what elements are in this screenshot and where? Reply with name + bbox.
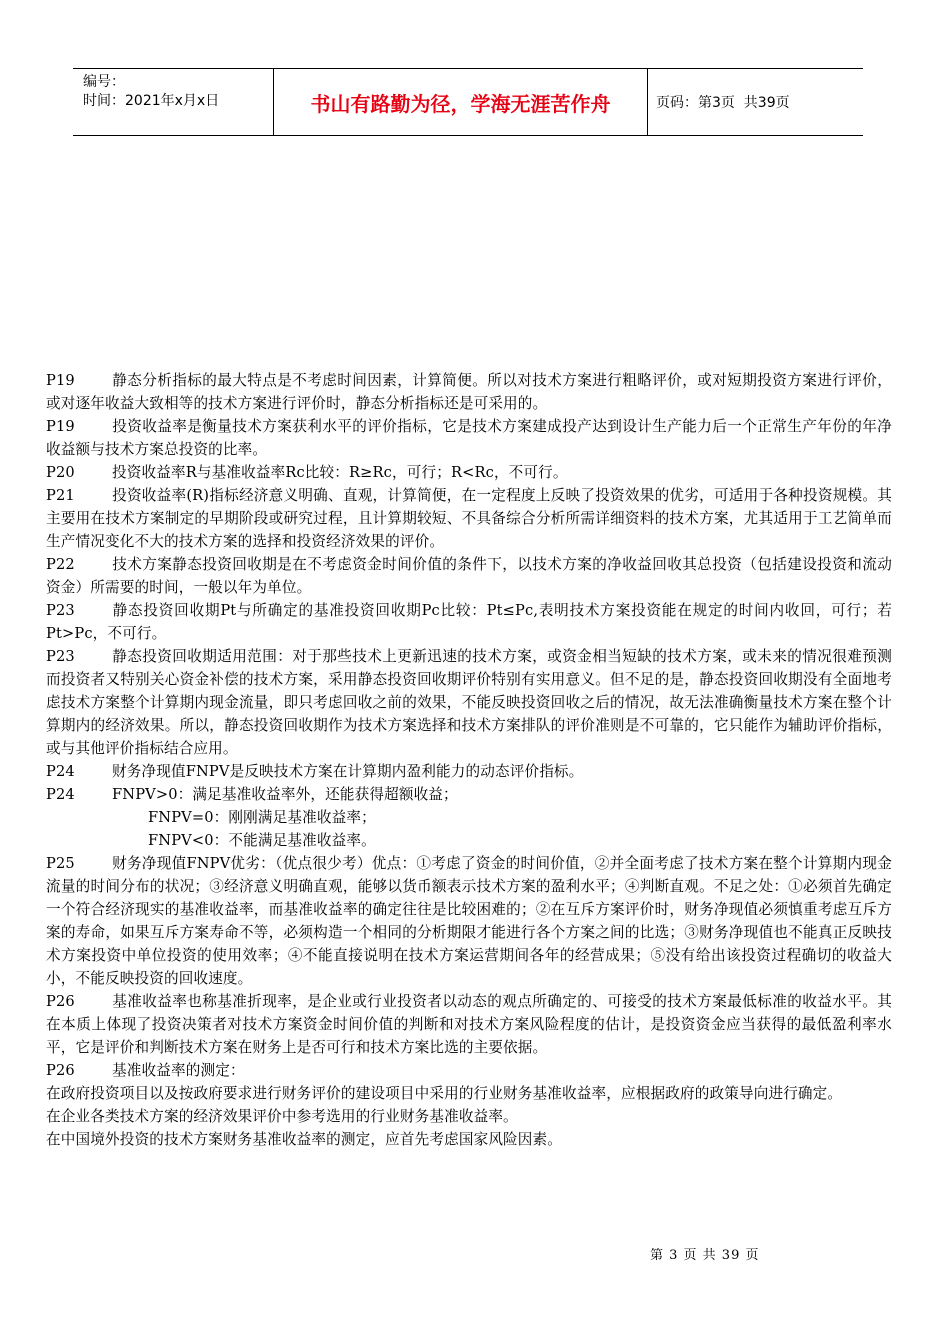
paragraph-text: 技术方案静态投资回收期是在不考虑资金时间价值的条件下，以技术方案的净收益回收其总投资（包括建设投资和流动资金）所需要的时间，一般以年为单位。 [46, 556, 892, 596]
paragraph [46, 1059, 892, 1082]
paragraph-text: 在中国境外投资的技术方案财务基准收益率的测定，应首先考虑国家风险因素。 [46, 1131, 563, 1148]
paragraph-text: 投资收益率R与基准收益率Rc比较：R≥Rc，可行；R<Rc，不可行。 [112, 464, 568, 481]
paragraph [46, 852, 892, 990]
paragraph-text: 静态投资回收期适用范围：对于那些技术上更新迅速的技术方案，或资金相当短缺的技术方案，或未来的情况很难预测而投资者又特别关心资金补偿的技术方案，采用静态投资回收期评价特别有实用意义。但不足的是，静态投资回收期没有全面地考虑技术方案整个计算期内现金流量，即只考虑回收之前的效果，不能反映投资回收之后的情况，故无法准确衡量技术方案在整个计算期内的经济效果。所以，静态投资回收期作为技术方案选择和技术方案排队的评价准则是不可靠的，它只能作为辅助评价指标，或与其他评价指标结合应用。 [46, 648, 892, 757]
paragraph-text: 基准收益率也称基准折现率，是企业或行业投资者以动态的观点所确定的、可接受的技术方案最低标准的收益水平。其在本质上体现了投资决策者对技术方案资金时间价值的判断和对技术方案风险程度的估计，是投资资金应当获得的最低盈利率水平，它是评价和判断技术方案在财务上是否可行和技术方案比选的主要依据。 [46, 993, 892, 1056]
paragraph [46, 553, 892, 599]
page-reference-tag: P24 [46, 763, 75, 780]
paragraph [46, 369, 892, 415]
page-reference-tag: P19 [46, 372, 75, 389]
paragraph [46, 1082, 892, 1105]
header-page-cell [648, 69, 863, 135]
paragraph [46, 484, 892, 553]
paragraph-text: 投资收益率是衡量技术方案获利水平的评价指标，它是技术方案建成投产达到设计生产能力后一个正常生产年份的年净收益额与技术方案总投资的比率。 [46, 418, 892, 458]
page-reference-tag: P25 [46, 855, 75, 872]
number-label: 编号： [83, 74, 125, 90]
header-table [73, 68, 863, 136]
paragraph-text: 静态分析指标的最大特点是不考虑时间因素，计算简便。所以对技术方案进行粗略评价，或对短期投资方案进行评价，或对逐年收益大致相等的技术方案进行评价时，静态分析指标还是可采用的。 [46, 372, 892, 412]
page-reference-tag: P19 [46, 418, 75, 435]
page-reference-tag: P21 [46, 487, 75, 504]
header-motto: 书山有路勤为径，学海无涯苦作舟 [274, 69, 648, 135]
paragraph [46, 783, 892, 806]
paragraph [46, 1105, 892, 1128]
paragraph-text: FNPV=0：刚刚满足基准收益率； [148, 809, 376, 826]
paragraph-text: 在政府投资项目以及按政府要求进行财务评价的建设项目中采用的行业财务基准收益率，应根据政府的政策导向进行确定。 [46, 1085, 843, 1102]
page-reference-tag: P24 [46, 786, 75, 803]
paragraph [46, 806, 892, 829]
header-meta-cell [73, 69, 274, 135]
page-reference-tag: P26 [46, 993, 75, 1010]
page-footer: 第 3 页 共 39 页 [650, 1248, 760, 1263]
paragraph [46, 1128, 892, 1151]
paragraph-text: 基准收益率的测定： [112, 1062, 245, 1079]
paragraph [46, 599, 892, 645]
paragraph [46, 645, 892, 760]
page-reference-tag: P20 [46, 464, 75, 481]
page-label: 页码：第3页 共39页 [656, 95, 790, 111]
paragraph [46, 760, 892, 783]
time-label: 时间：2021年x月x日 [83, 93, 220, 109]
page-reference-tag: P22 [46, 556, 75, 573]
page-reference-tag: P26 [46, 1062, 75, 1079]
paragraph-text: FNPV<0：不能满足基准收益率。 [148, 832, 376, 849]
paragraph [46, 829, 892, 852]
paragraph [46, 461, 892, 484]
paragraph [46, 415, 892, 461]
page-reference-tag: P23 [46, 648, 75, 665]
paragraph-text: 财务净现值FNPV是反映技术方案在计算期内盈利能力的动态评价指标。 [112, 763, 584, 780]
document-body [46, 369, 892, 1151]
paragraph [46, 990, 892, 1059]
paragraph-text: 静态投资回收期Pt与所确定的基准投资回收期Pc比较：Pt≤Pc,表明技术方案投资能在规定的时间内收回，可行；若Pt>Pc，不可行。 [46, 602, 892, 642]
paragraph-text: 财务净现值FNPV优劣：（优点很少考）优点：①考虑了资金的时间价值，②并全面考虑了技术方案在整个计算期内现金流量的时间分布的状况；③经济意义明确直观，能够以货币额表示技术方案的盈利水平；④判断直观。不足之处：①必须首先确定一个符合经济现实的基准收益率，而基准收益率的确定往往是比较困难的；②在互斥方案评价时，财务净现值必须慎重考虑互斥方案的寿命，如果互斥方案寿命不等，必须构造一个相同的分析期限才能进行各个方案之间的比选；③财务净现值也不能真正反映技术方案投资中单位投资的使用效率；④不能直接说明在技术方案运营期间各年的经营成果；⑤没有给出该投资过程确切的收益大小，不能反映投资的回收速度。 [46, 855, 892, 987]
paragraph-text: FNPV>0：满足基准收益率外，还能获得超额收益； [112, 786, 458, 803]
paragraph-text: 投资收益率(R)指标经济意义明确、直观，计算简便，在一定程度上反映了投资效果的优劣，可适用于各种投资规模。其主要用在技术方案制定的早期阶段或研究过程，且计算期较短、不具备综合分析所需详细资料的技术方案，尤其适用于工艺简单而生产情况变化不大的技术方案的选择和投资经济效果的评价。 [46, 487, 892, 550]
paragraph-text: 在企业各类技术方案的经济效果评价中参考选用的行业财务基准收益率。 [46, 1108, 518, 1125]
page-reference-tag: P23 [46, 602, 75, 619]
